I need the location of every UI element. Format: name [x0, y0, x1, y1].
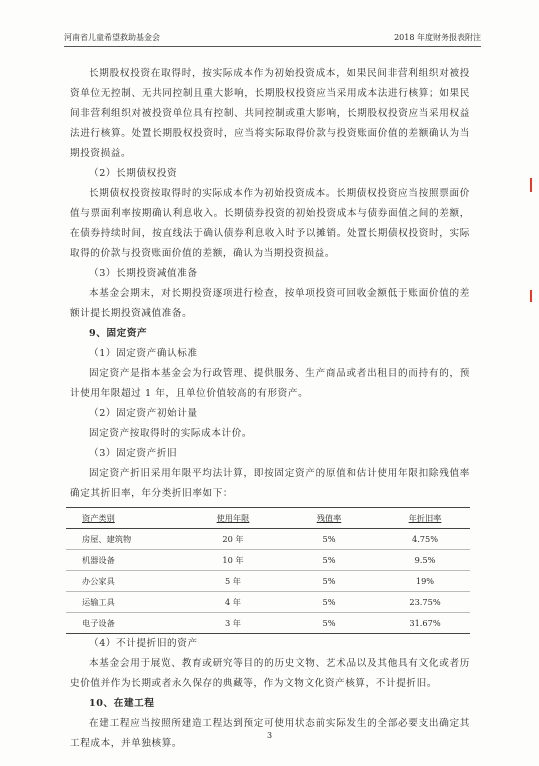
heading-long-term-bond: （2）长期债权投资: [89, 168, 178, 179]
paragraph-impairment: 本基金会期末，对长期投资逐项进行检查，按单项投资可回收金额低于账面价值的差额计提长期投资减值准备。: [70, 288, 470, 319]
cell-category: 运输工具: [66, 592, 188, 613]
cell-residual: 5%: [278, 613, 380, 634]
cell-residual: 5%: [278, 571, 380, 592]
cell-category: 机器设备: [66, 550, 188, 571]
table-header-row: [66, 508, 470, 529]
heading-fixed-assets-initial: （2）固定资产初始计量: [89, 408, 198, 419]
paragraph-equity-investment: 长期股权投资在取得时，按实际成本作为初始投资成本，如果民间非营利组织对被投资单位无控制、无共同控制且重大影响，长期股权投资应当采用成本法进行核算；如果民间非营利组织对被投资单位具有控制、共同控制或重大影响，长期股权投资应当采用权益法进行核算。处置长期股权投资时，应当将实际取得价款与投资账面价值的差额确认为当期投资损益。: [70, 68, 470, 159]
margin-mark: [530, 290, 532, 302]
header-useful-life: 使用年限: [188, 508, 278, 529]
table-row: [66, 592, 470, 613]
paragraph-depreciation: 固定资产折旧采用年限平均法计算，即按固定资产的原值和估计使用年限扣除残值率确定其折旧率，年分类折旧率如下：: [70, 468, 470, 499]
cell-residual: 5%: [278, 529, 380, 550]
margin-mark: [530, 178, 532, 192]
header-annual-rate: 年折旧率: [380, 508, 470, 529]
page-header: [64, 30, 481, 47]
table-row: [66, 571, 470, 592]
heading-fixed-assets-recognition: （1）固定资产确认标准: [89, 348, 198, 359]
depreciation-table: [66, 507, 470, 634]
header-org: 河南省儿童希望救助基金会: [64, 33, 160, 42]
heading-impairment: （3）长期投资减值准备: [89, 268, 198, 279]
table-row: [66, 613, 470, 634]
table-row: [66, 529, 470, 550]
table-row: [66, 550, 470, 571]
heading-depreciation: （3）固定资产折旧: [89, 448, 178, 459]
cell-category: 房屋、建筑物: [66, 529, 188, 550]
cell-life: 10 年: [188, 550, 278, 571]
header-report: 2018 年度财务报表附注: [394, 33, 481, 42]
cell-rate: 4.75%: [380, 529, 470, 550]
paragraph-fixed-assets-initial: 固定资产按取得时的实际成本计价。: [89, 428, 253, 439]
header-residual-rate: 残值率: [278, 508, 380, 529]
paragraph-long-term-bond: 长期债权投资按取得时的实际成本作为初始投资成本。长期债权投资应当按照票面价值与票面利率按期确认利息收入。长期债券投资的初始投资成本与债券面值之间的差额，在债券持续时间，按直线法于确认债券利息收入时予以摊销。处置长期债权投资时，实际取得的价款与投资账面价值的差额，确认为当期投资损益。: [70, 188, 470, 259]
document-body: [70, 64, 470, 754]
heading-fixed-assets: 9、固定资产: [89, 328, 148, 339]
cell-category: 电子设备: [66, 613, 188, 634]
paragraph-construction: 在建工程应当按照所建造工程达到预定可使用状态前实际发生的全部必要支出确定其工程成本，并单独核算。: [70, 718, 470, 749]
cell-life: 4 年: [188, 592, 278, 613]
heading-construction: 10、在建工程: [89, 698, 155, 709]
cell-life: 3 年: [188, 613, 278, 634]
cell-residual: 5%: [278, 592, 380, 613]
cell-life: 5 年: [188, 571, 278, 592]
cell-rate: 19%: [380, 571, 470, 592]
header-asset-category: 资产类别: [66, 508, 188, 529]
page-number: 3: [266, 731, 273, 740]
cell-rate: 31.67%: [380, 613, 470, 634]
cell-category: 办公家具: [66, 571, 188, 592]
paragraph-fixed-assets-recognition: 固定资产是指本基金会为行政管理、提供服务、生产商品或者出租目的而持有的，预计使用年限超过 1 年，且单位价值较高的有形资产。: [70, 368, 470, 399]
cell-residual: 5%: [278, 550, 380, 571]
cell-life: 20 年: [188, 529, 278, 550]
cell-rate: 23.75%: [380, 592, 470, 613]
paragraph-non-depreciable: 本基金会用于展览、教育或研究等目的的历史文物、艺术品以及其他具有文化或者历史价值并作为长期或者永久保存的典藏等，作为文物文化资产核算，不计提折旧。: [70, 658, 470, 689]
cell-rate: 9.5%: [380, 550, 470, 571]
heading-non-depreciable: （4）不计提折旧的资产: [89, 638, 198, 649]
